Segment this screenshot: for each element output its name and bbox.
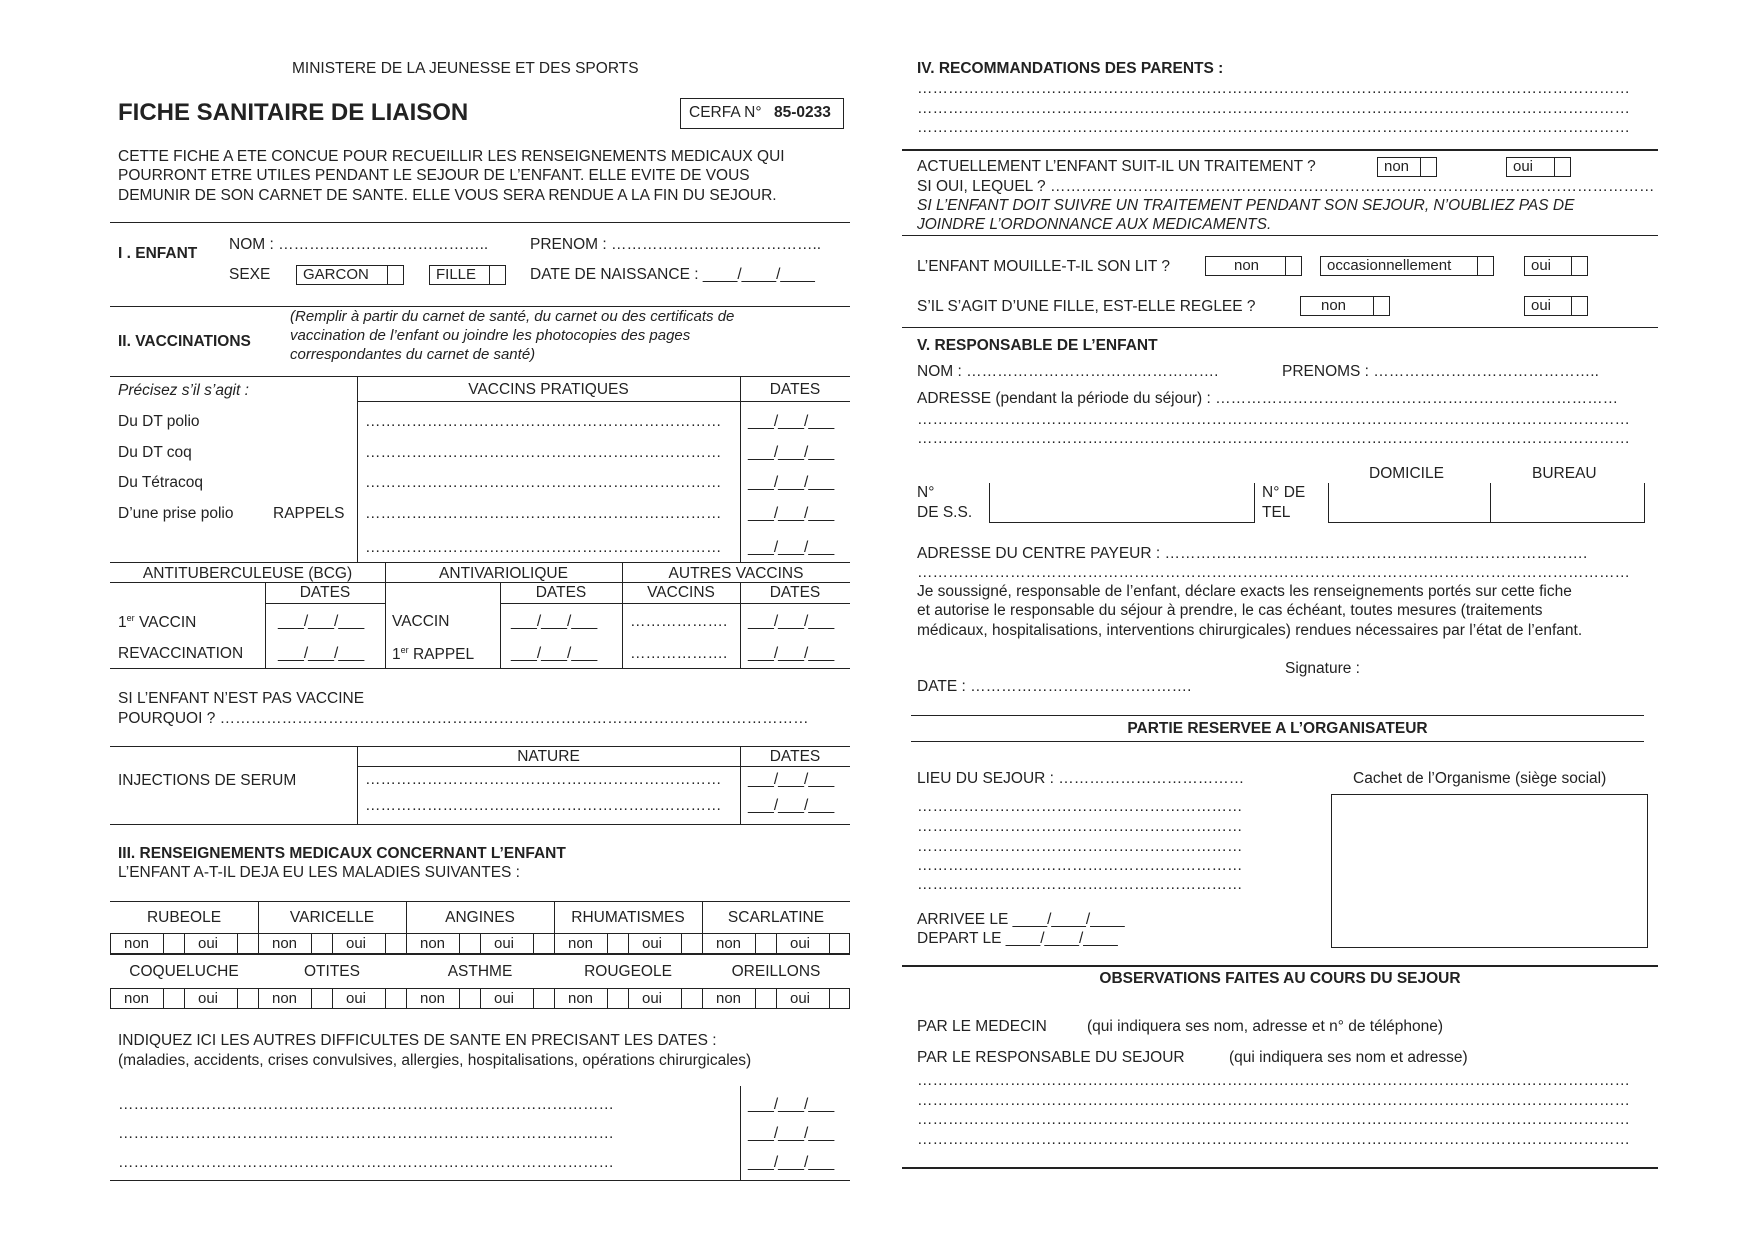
lieu-sejour[interactable]: LIEU DU SEJOUR : ……………………………… — [917, 770, 1245, 787]
vaccin-line-3[interactable]: …………………………………………………………… — [365, 474, 722, 491]
oreillons-oui[interactable]: oui — [790, 990, 811, 1007]
serum-line-1[interactable]: …………………………………………………………… — [365, 771, 722, 788]
autres-vaccins-col: VACCINS — [647, 584, 715, 601]
disease-rhumatismes: RHUMATISMES — [571, 909, 685, 926]
asthme-non[interactable]: non — [420, 990, 446, 1007]
sexe-fille-checkbox[interactable]: FILLE — [429, 265, 506, 285]
cerfa-box — [680, 98, 844, 129]
rhumatismes-non[interactable]: non — [568, 935, 594, 952]
enfant-prenom[interactable]: PRENOM : ………………………………….. — [530, 236, 822, 253]
responsable-nom[interactable]: NOM : …………………………………………. — [917, 363, 1219, 380]
vaccin-line-4[interactable]: …………………………………………………………… — [365, 505, 722, 522]
vacc-note-3: correspondantes du carnet de santé) — [290, 346, 536, 363]
sexe-garcon-checkbox[interactable]: GARCON — [296, 265, 404, 285]
scarlatine-oui[interactable]: oui — [790, 935, 811, 952]
difficulte-date-2[interactable]: ___/___/___ — [748, 1125, 835, 1142]
serum-line-2[interactable]: …………………………………………………………… — [365, 797, 722, 814]
injections-serum-label: INJECTIONS DE SERUM — [118, 772, 297, 789]
medecin-note: (qui indiquera ses nom, adresse et n° de téléphone) — [1087, 1018, 1444, 1035]
payeur-line-2[interactable]: ………………………………………………………………………………………………………………………… — [917, 564, 1630, 581]
responsable-heading: V. RESPONSABLE DE L’ENFANT — [917, 337, 1158, 354]
varicelle-non[interactable]: non — [272, 935, 298, 952]
reglee-non-checkbox[interactable]: non — [1300, 296, 1390, 316]
autres-dates-col: DATES — [769, 584, 821, 601]
angines-oui[interactable]: oui — [494, 935, 515, 952]
disease-otites: OTITES — [304, 963, 360, 980]
vacc-note-1: (Remplir à partir du carnet de santé, du carnet ou des certificats de — [290, 308, 735, 325]
par-le-responsable: PAR LE RESPONSABLE DU SEJOUR — [917, 1049, 1185, 1066]
reglee-oui-checkbox[interactable]: oui — [1524, 296, 1588, 316]
disease-oreillons: OREILLONS — [731, 963, 821, 980]
enfant-nom[interactable]: NOM : ………………………………….. — [229, 236, 489, 253]
declaration-3: médicaux, hospitalisations, interventions chirurgicales) rendues nécessaires par l’état de l’enfant. — [917, 622, 1583, 639]
enfant-heading: I . ENFANT — [118, 245, 198, 262]
lieu-line-3[interactable]: ……………………………………………………… — [917, 818, 1243, 835]
reglee-question: S’IL S’AGIT D’UNE FILLE, EST-ELLE REGLEE ? — [917, 298, 1256, 315]
adresse-line-3[interactable]: ………………………………………………………………………………………………………………………… — [917, 430, 1630, 447]
cerfa-number: 85-0233 — [774, 104, 831, 121]
date-line[interactable]: DATE : ……………………………………. — [917, 678, 1192, 695]
antivario-vaccin-label: VACCIN — [392, 613, 450, 630]
organisateur-heading: PARTIE RESERVEE A L’ORGANISATEUR — [1127, 720, 1428, 737]
varicelle-oui[interactable]: oui — [346, 935, 367, 952]
disease-coqueluche: COQUELUCHE — [129, 963, 239, 980]
obs-line-1[interactable]: ………………………………………………………………………………………………………………………… — [917, 1072, 1630, 1089]
observations-heading: OBSERVATIONS FAITES AU COURS DU SEJOUR — [1099, 970, 1461, 987]
disease-angines: ANGINES — [445, 909, 515, 926]
autres-difficultes-label: INDIQUEZ ICI LES AUTRES DIFFICULTES DE SANTE EN PRECISANT LES DATES : — [118, 1032, 717, 1049]
rubeole-non[interactable]: non — [124, 935, 150, 952]
rhumatismes-oui[interactable]: oui — [642, 935, 663, 952]
col-nature: NATURE — [517, 748, 580, 765]
row-tetracoq: Du Tétracoq — [118, 474, 204, 491]
ministry-header: MINISTERE DE LA JEUNESSE ET DES SPORTS — [292, 60, 639, 77]
traitement-non-checkbox[interactable]: non — [1377, 157, 1437, 177]
vaccin-line-2[interactable]: …………………………………………………………… — [365, 444, 722, 461]
medical-question: L’ENFANT A-T-IL DEJA EU LES MALADIES SUIVANTES : — [118, 864, 520, 881]
lieu-line-6[interactable]: ……………………………………………………… — [917, 876, 1243, 893]
coqueluche-non[interactable]: non — [124, 990, 150, 1007]
asthme-oui[interactable]: oui — [494, 990, 515, 1007]
signature-label: Signature : — [1285, 660, 1360, 677]
declaration-2: et autorise le responsable du séjour à prendre, le cas échéant, toutes mesures (traitements — [917, 602, 1543, 619]
obs-line-2[interactable]: ………………………………………………………………………………………………………………………… — [917, 1092, 1630, 1109]
tel-domicile-field[interactable] — [1328, 483, 1490, 523]
antivario-rappel-label: 1er RAPPEL — [392, 645, 475, 664]
adresse-line-2[interactable]: ………………………………………………………………………………………………………………………… — [917, 411, 1630, 428]
disease-varicelle: VARICELLE — [289, 909, 375, 926]
arrivee-le[interactable]: ARRIVEE LE ____/____/____ — [917, 911, 1125, 928]
col-serum-dates: DATES — [769, 748, 821, 765]
rougeole-oui[interactable]: oui — [642, 990, 663, 1007]
obs-line-3[interactable]: ………………………………………………………………………………………………………………………… — [917, 1111, 1630, 1128]
traitement-warning-2: JOINDRE L’ORDONNANCE AUX MEDICAMENTS. — [917, 216, 1272, 233]
col-dates: DATES — [769, 381, 821, 398]
oreillons-non[interactable]: non — [716, 990, 742, 1007]
autre-date-1[interactable]: ___/___/___ — [748, 613, 835, 630]
antivario-date-1[interactable]: ___/___/___ — [511, 613, 598, 630]
responsable-prenoms[interactable]: PRENOMS : …………………………………….. — [1282, 363, 1599, 380]
row-dt-polio: Du DT polio — [118, 413, 200, 430]
vaccin-date-1[interactable]: ___/___/___ — [748, 413, 835, 430]
domicile-label: DOMICILE — [1369, 465, 1444, 482]
responsable-adresse[interactable]: ADRESSE (pendant la période du séjour) : …………………………………………………………………… — [917, 390, 1619, 407]
col-vaccins-pratiques: VACCINS PRATIQUES — [468, 381, 629, 398]
mouille-non-checkbox[interactable]: non — [1205, 256, 1302, 276]
cachet-box[interactable] — [1331, 794, 1648, 948]
antivario-dates-header: DATES — [535, 584, 587, 601]
difficulte-date-1[interactable]: ___/___/___ — [748, 1096, 835, 1113]
disease-scarlatine: SCARLATINE — [727, 909, 825, 926]
responsable-note: (qui indiquera ses nom et adresse) — [1229, 1049, 1468, 1066]
bcg-date-2[interactable]: ___/___/___ — [278, 645, 365, 662]
otites-non[interactable]: non — [272, 990, 298, 1007]
antivariolique-header: ANTIVARIOLIQUE — [439, 565, 568, 582]
recommandations-heading: IV. RECOMMANDATIONS DES PARENTS : — [917, 60, 1224, 77]
autre-date-2[interactable]: ___/___/___ — [748, 645, 835, 662]
pourquoi-line[interactable]: POURQUOI ? …………………………………………………………………………………………………… — [118, 710, 809, 727]
reco-line-2[interactable]: ………………………………………………………………………………………………………………………… — [917, 100, 1630, 117]
rubeole-oui[interactable]: oui — [198, 935, 219, 952]
declaration-1: Je soussigné, responsable de l’enfant, déclare exacts les renseignements portés sur cette fiche — [917, 583, 1572, 600]
lieu-line-2[interactable]: ……………………………………………………… — [917, 798, 1243, 815]
bcg-header: ANTITUBERCULEUSE (BCG) — [142, 565, 353, 582]
mouille-question: L’ENFANT MOUILLE-T-IL SON LIT ? — [917, 258, 1170, 275]
tel-label-1: N° DE — [1262, 484, 1306, 501]
vaccin-date-2[interactable]: ___/___/___ — [748, 444, 835, 461]
lieu-line-5[interactable]: ……………………………………………………… — [917, 857, 1243, 874]
disease-asthme: ASTHME — [447, 963, 513, 980]
date-naissance[interactable]: DATE DE NAISSANCE : ____/____/____ — [530, 266, 815, 283]
sexe-label: SEXE — [229, 266, 271, 283]
rappels-label: RAPPELS — [273, 505, 345, 522]
centre-payeur[interactable]: ADRESSE DU CENTRE PAYEUR : ………………………………………………………………………. — [917, 545, 1588, 562]
depart-le[interactable]: DEPART LE ____/____/____ — [917, 930, 1118, 947]
vaccinations-heading: II. VACCINATIONS — [118, 333, 251, 350]
rougeole-non[interactable]: non — [568, 990, 594, 1007]
vaccin-line-5[interactable]: …………………………………………………………… — [365, 539, 722, 556]
vaccin-date-5[interactable]: ___/___/___ — [748, 539, 835, 556]
tel-label-2: TEL — [1262, 504, 1291, 521]
num-ss-label-2: DE S.S. — [917, 504, 973, 521]
tel-bureau-field[interactable] — [1490, 483, 1645, 523]
autre-vaccin-1[interactable]: ………………. — [630, 613, 728, 630]
form-title: FICHE SANITAIRE DE LIAISON — [118, 99, 469, 126]
coqueluche-oui[interactable]: oui — [198, 990, 219, 1007]
intro-line-2: POURRONT ETRE UTILES PENDANT LE SEJOUR DE L’ENFANT. ELLE EVITE DE VOUS — [118, 167, 750, 184]
lieu-line-4[interactable]: ……………………………………………………… — [917, 838, 1243, 855]
difficulte-line-2[interactable]: …………………………………………………………………………………… — [118, 1125, 614, 1142]
par-le-medecin: PAR LE MEDECIN — [917, 1018, 1047, 1035]
vacc-note-2: vaccination de l’enfant ou joindre les photocopies des pages — [290, 327, 691, 344]
mouille-occasionnellement-checkbox[interactable]: occasionnellement — [1320, 256, 1494, 276]
non-vaccine-label: SI L’ENFANT N’EST PAS VACCINE — [118, 690, 365, 707]
traitement-oui-checkbox[interactable]: oui — [1506, 157, 1571, 177]
bcg-dates-header: DATES — [299, 584, 351, 601]
row-dt-coq: Du DT coq — [118, 444, 192, 461]
difficulte-line-3[interactable]: …………………………………………………………………………………… — [118, 1154, 614, 1171]
intro-line-3: DEMUNIR DE SON CARNET DE SANTE. ELLE VOUS SERA RENDUE A LA FIN DU SEJOUR. — [118, 187, 777, 204]
premier-vaccin-label: 1er VACCIN — [118, 613, 197, 632]
angines-non[interactable]: non — [420, 935, 446, 952]
num-ss-field[interactable] — [989, 483, 1255, 523]
revaccination-label: REVACCINATION — [118, 645, 244, 662]
scarlatine-non[interactable]: non — [716, 935, 742, 952]
autres-vaccins-header: AUTRES VACCINS — [668, 565, 804, 582]
difficulte-line-1[interactable]: …………………………………………………………………………………… — [118, 1096, 614, 1113]
autres-difficultes-note: (maladies, accidents, crises convulsives, allergies, hospitalisations, opérations chirurgicales) — [118, 1052, 752, 1069]
medical-heading: III. RENSEIGNEMENTS MEDICAUX CONCERNANT L’ENFANT — [118, 845, 566, 862]
cachet-label: Cachet de l’Organisme (siège social) — [1353, 770, 1607, 787]
row-prise-polio: D’une prise polio — [118, 505, 234, 522]
disease-rougeole: ROUGEOLE — [584, 963, 672, 980]
autre-vaccin-2[interactable]: ………………. — [630, 645, 728, 662]
bureau-label: BUREAU — [1532, 465, 1597, 482]
cerfa-prefix: CERFA N° — [689, 104, 762, 121]
antivario-date-2[interactable]: ___/___/___ — [511, 645, 598, 662]
vaccin-date-4[interactable]: ___/___/___ — [748, 505, 835, 522]
traitement-question: ACTUELLEMENT L’ENFANT SUIT-IL UN TRAITEMENT ? — [917, 158, 1316, 175]
obs-line-4[interactable]: ………………………………………………………………………………………………………………………… — [917, 1131, 1630, 1148]
serum-date-1[interactable]: ___/___/___ — [748, 771, 835, 788]
precisez-label: Précisez s’il s’agit : — [118, 382, 249, 399]
reco-line-1[interactable]: ………………………………………………………………………………………………………………………… — [917, 80, 1630, 97]
traitement-warning-1: SI L’ENFANT DOIT SUIVRE UN TRAITEMENT PENDANT SON SEJOUR, N’OUBLIEZ PAS DE — [917, 197, 1575, 214]
intro-line-1: CETTE FICHE A ETE CONCUE POUR RECUEILLIR LES RENSEIGNEMENTS MEDICAUX QUI — [118, 148, 785, 165]
reco-line-3[interactable]: ………………………………………………………………………………………………………………………… — [917, 119, 1630, 136]
difficulte-date-3[interactable]: ___/___/___ — [748, 1154, 835, 1171]
serum-date-2[interactable]: ___/___/___ — [748, 797, 835, 814]
vaccin-line-1[interactable]: …………………………………………………………… — [365, 413, 722, 430]
mouille-oui-checkbox[interactable]: oui — [1524, 256, 1588, 276]
otites-oui[interactable]: oui — [346, 990, 367, 1007]
bcg-date-1[interactable]: ___/___/___ — [278, 613, 365, 630]
num-ss-label-1: N° — [917, 484, 935, 501]
lequel-line[interactable]: SI OUI, LEQUEL ? ……………………………………………………………………………………………………… — [917, 178, 1655, 195]
disease-rubeole: RUBEOLE — [146, 909, 222, 926]
vaccin-date-3[interactable]: ___/___/___ — [748, 474, 835, 491]
